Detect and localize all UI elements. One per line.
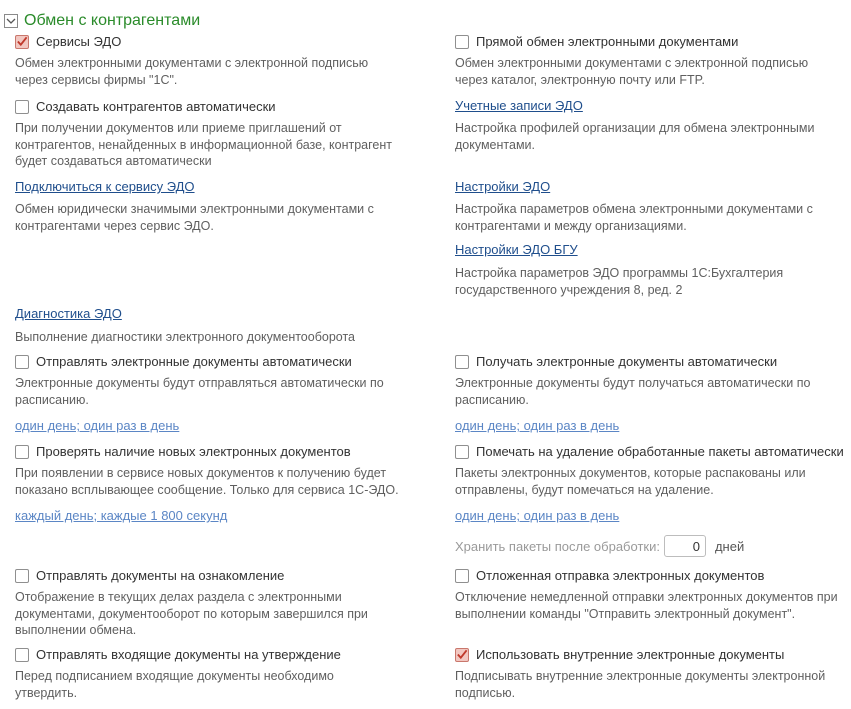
approve-row[interactable]: [15, 646, 341, 663]
receive-auto-checkbox[interactable]: [455, 355, 469, 369]
auto-create-checkbox[interactable]: [15, 100, 29, 114]
edo-services-desc: [15, 55, 368, 88]
direct-exchange-row[interactable]: [455, 33, 738, 50]
familiarize-desc: [15, 589, 368, 639]
familiarize-label: Отправлять документы на ознакомление: [36, 568, 285, 583]
internal-docs-checkbox[interactable]: [455, 648, 469, 662]
chevron-down-icon: [6, 16, 16, 26]
checkmark-icon: [456, 648, 468, 661]
send-auto-desc: [15, 375, 384, 408]
check-new-desc: [15, 465, 399, 498]
store-packages-row: [455, 535, 744, 557]
auto-create-row[interactable]: [15, 98, 276, 115]
direct-exchange-desc: [455, 55, 808, 88]
desc-line: через сервисы фирмы "1С".: [15, 72, 178, 87]
check-new-checkbox[interactable]: [15, 445, 29, 459]
desc-line: государственного учреждения 8, ред. 2: [455, 282, 683, 297]
familiarize-row[interactable]: [15, 567, 284, 584]
check-new-row[interactable]: [15, 443, 351, 460]
checkmark-icon: [16, 35, 28, 48]
desc-line: Отображение в текущих делах раздела с электронными: [15, 590, 342, 604]
desc-line: подписью.: [455, 685, 516, 700]
mark-delete-label: Помечать на удаление обработанные пакеты автоматически: [476, 444, 844, 459]
desc-line: Выполнение диагностики электронного документооборота: [15, 330, 355, 344]
group-header[interactable]: [4, 11, 200, 31]
desc-line: Настройка параметров ЭДО программы 1С:Бухгалтерия: [455, 266, 784, 280]
group-title: Обмен с контрагентами: [24, 12, 201, 29]
direct-exchange-label: Прямой обмен электронными документами: [476, 34, 739, 49]
approve-checkbox[interactable]: [15, 648, 29, 662]
edo-settings-desc: [455, 201, 813, 234]
deferred-label: Отложенная отправка электронных документов: [476, 568, 765, 583]
receive-auto-row[interactable]: [455, 353, 777, 370]
receive-auto-label: Получать электронные документы автоматически: [476, 354, 778, 369]
internal-docs-row[interactable]: [455, 646, 784, 663]
edo-settings-link[interactable]: Настройки ЭДО: [455, 179, 551, 194]
desc-line: Перед подписанием входящие документы необходимо: [15, 669, 334, 683]
send-auto-checkbox[interactable]: [15, 355, 29, 369]
store-packages-label: Хранить пакеты после обработки:: [455, 538, 660, 554]
edo-services-checkbox[interactable]: [15, 35, 29, 49]
approve-label: Отправлять входящие документы на утверждение: [36, 647, 341, 662]
desc-line: выполнении обмена.: [15, 623, 137, 637]
deferred-checkbox[interactable]: [455, 569, 469, 583]
mark-delete-schedule-link[interactable]: один день; один раз в день: [455, 508, 620, 523]
approve-desc: [15, 668, 334, 701]
diagnostics-link[interactable]: Диагностика ЭДО: [15, 306, 122, 321]
deferred-desc: [455, 589, 838, 622]
desc-line: документами, документооборот по которым завершился при: [15, 606, 368, 621]
desc-line: контрагентами и между организациями.: [455, 218, 687, 233]
internal-docs-desc: [455, 668, 825, 701]
desc-line: показано всплывающее сообщение. Только для сервиса 1С-ЭДО.: [15, 482, 399, 497]
desc-line: будет создаваться автоматически: [15, 154, 212, 168]
desc-line: контрагентами через сервис ЭДО.: [15, 218, 214, 233]
send-auto-schedule-link[interactable]: один день; один раз в день: [15, 418, 180, 433]
edo-settings-bgu-link[interactable]: Настройки ЭДО БГУ: [455, 242, 578, 257]
desc-line: Пакеты электронных документов, которые распакованы или: [455, 466, 806, 480]
desc-line: Обмен электронными документами с электронной подписью: [15, 56, 369, 70]
edo-settings-bgu-desc: [455, 265, 783, 298]
check-new-label: Проверять наличие новых электронных документов: [36, 444, 351, 459]
desc-line: документами.: [455, 137, 535, 152]
send-auto-label: Отправлять электронные документы автоматически: [36, 354, 352, 369]
internal-docs-label: Использовать внутренние электронные документы: [476, 647, 785, 662]
desc-line: Электронные документы будут получаться автоматически по: [455, 376, 811, 390]
direct-exchange-checkbox[interactable]: [455, 35, 469, 49]
edo-accounts-desc: [455, 120, 814, 153]
desc-line: Обмен юридически значимыми электронными документами с: [15, 202, 374, 216]
desc-line: Настройка профилей организации для обмена электронными: [455, 121, 815, 135]
mark-delete-row[interactable]: [455, 443, 844, 460]
mark-delete-desc: [455, 465, 806, 498]
desc-line: Электронные документы будут отправляться автоматически по: [15, 376, 384, 390]
connect-edo-link[interactable]: Подключиться к сервису ЭДО: [15, 179, 195, 194]
desc-line: расписанию.: [15, 392, 89, 407]
send-auto-row[interactable]: [15, 353, 352, 370]
desc-line: Отключение немедленной отправки электронных документов при: [455, 590, 838, 604]
desc-line: расписанию.: [455, 392, 529, 407]
desc-line: Подписывать внутренние электронные документы электронной: [455, 669, 826, 683]
edo-accounts-link[interactable]: Учетные записи ЭДО: [455, 98, 583, 113]
store-days-input[interactable]: [664, 535, 706, 557]
diagnostics-desc: [15, 329, 355, 346]
receive-auto-schedule-link[interactable]: один день; один раз в день: [455, 418, 620, 433]
check-new-schedule-link[interactable]: каждый день; каждые 1 800 секунд: [15, 508, 228, 523]
desc-line: контрагентов, ненайденных в информационной базе, контрагент: [15, 137, 392, 152]
auto-create-desc: [15, 120, 392, 170]
desc-line: утвердить.: [15, 685, 78, 700]
collapse-toggle[interactable]: [4, 14, 18, 28]
receive-auto-desc: [455, 375, 810, 408]
connect-edo-desc: [15, 201, 374, 234]
desc-line: выполнении команды "Отправить электронный документ".: [455, 606, 796, 621]
mark-delete-checkbox[interactable]: [455, 445, 469, 459]
edo-services-label: Сервисы ЭДО: [36, 34, 122, 49]
familiarize-checkbox[interactable]: [15, 569, 29, 583]
desc-line: через каталог, электронную почту или FTP.: [455, 72, 705, 87]
edo-services-row[interactable]: [15, 33, 121, 50]
deferred-row[interactable]: [455, 567, 764, 584]
store-days-unit: дней: [714, 538, 745, 554]
desc-line: При появлении в сервисе новых документов к получению будет: [15, 466, 387, 480]
auto-create-label: Создавать контрагентов автоматически: [36, 99, 276, 114]
desc-line: Обмен электронными документами с электронной подписью: [455, 56, 809, 70]
desc-line: Настройка параметров обмена электронными документами с: [455, 202, 813, 216]
desc-line: отправлены, будут помечаться на удаление.: [455, 482, 714, 497]
desc-line: При получении документов или приеме приглашений от: [15, 121, 342, 135]
